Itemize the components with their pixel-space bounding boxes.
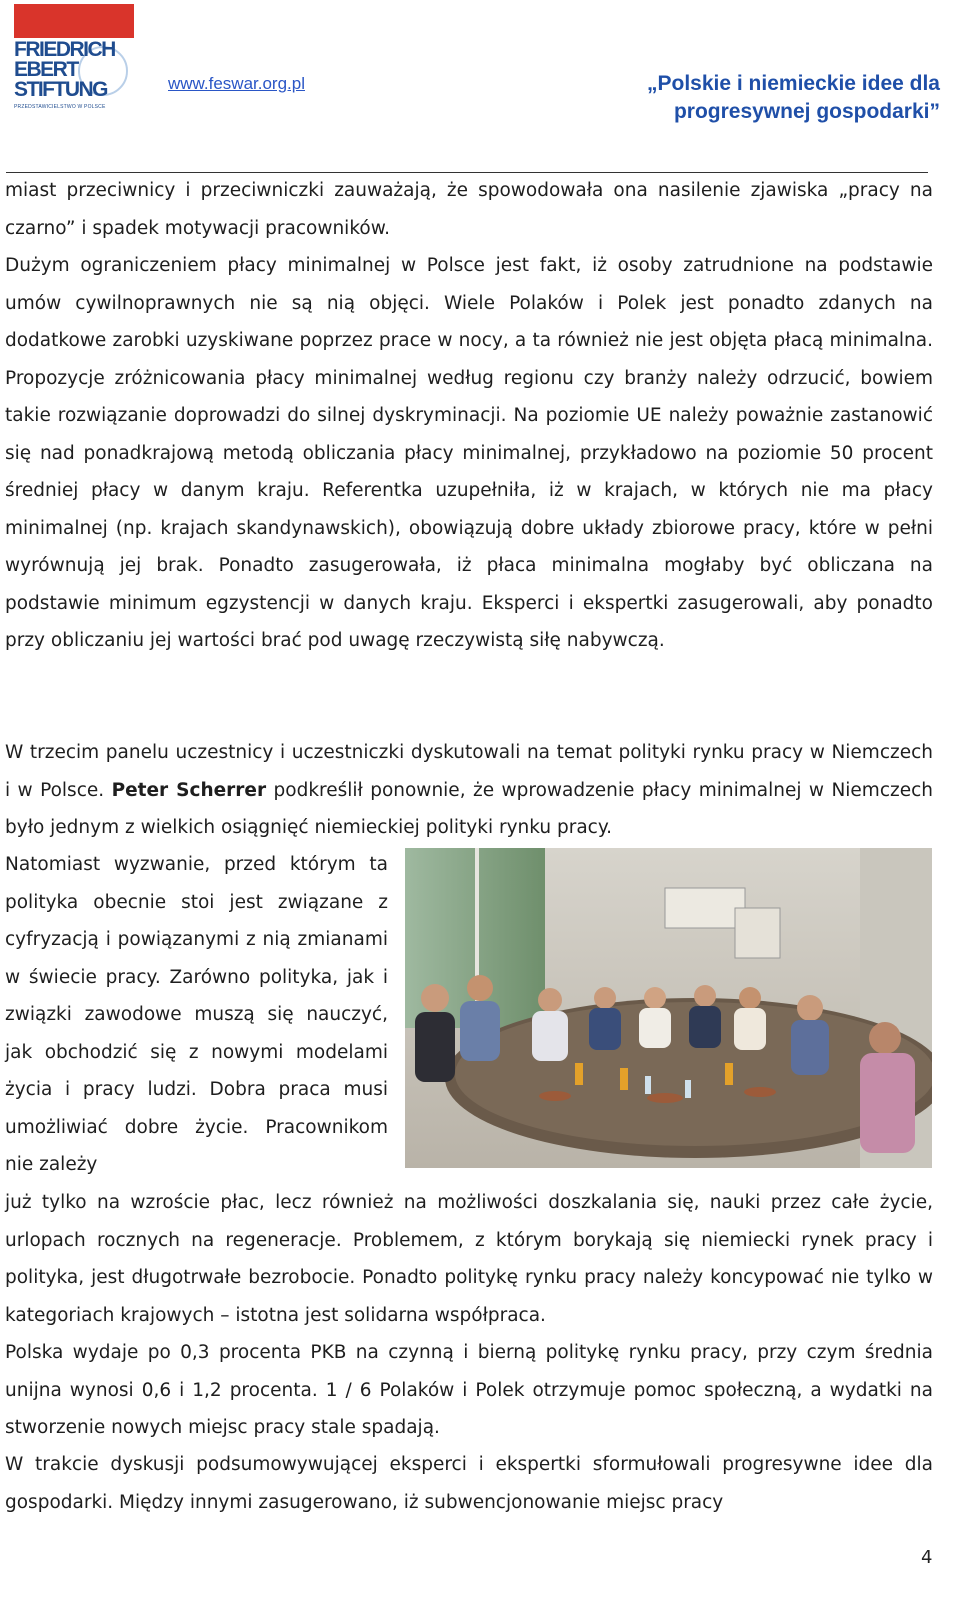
logo-line-2: EBERT — [14, 58, 78, 81]
paragraph-3-end: już tylko na wzroście płac, lecz również na możliwości doszkalania się, nauki przez całe życie, urlopach rocznych na regeneracje. Problemem, z którym borykają się niemiecki rynek pracy i polityka, jest długotrwałe bezrobocie. Ponadto politykę rynku pracy należy koncypować nie tylko w kategoriach krajowych – istotna jest solidarna współpraca. — [5, 1192, 933, 1326]
paragraph-3-intro — [5, 734, 933, 847]
logo-wordmark — [14, 40, 138, 100]
logo-line-1: FRIEDRICH — [14, 38, 115, 61]
paragraph-3-wrap: Natomiast wyzwanie, przed którym ta polityka obecnie stoi jest związane z cyfryzacją i powiązanymi z nią zmianami w świecie pracy. Zarówno polityka, jak i związki zawodowe muszą się nauczyć, jak obchodzić się z nowymi modelami życia i pracy ludzi. Dobra praca musi umożliwiać dobre życie. Pracownikom nie zależy — [5, 854, 388, 1175]
page-number: 4 — [921, 1547, 933, 1568]
speaker-name: Peter Scherrer — [111, 779, 267, 801]
paragraph-5: W trakcie dyskusji podsumowywującej eksperci i ekspertki sformułowali progresywne idee dla gospodarki. Między innymi zasugerowano, iż subwencjonowanie miejsc pracy — [5, 1454, 933, 1513]
paragraph-3-rest: podkreślił ponownie, że wprowadzenie płacy minimalnej w Niemczech było jednym z wielkich osiągnięć niemieckiej polityki rynku pracy. — [5, 779, 933, 838]
conference-photo — [405, 848, 932, 1168]
paragraph-4: Polska wydaje po 0,3 procenta PKB na czynną i bierną politykę rynku pracy, przy czym średnia unijna wynosi 0,6 i 1,2 procenta. 1 / 6 Polaków i Polek otrzymuje pomoc społeczną, a wydatki na stworzenie nowych miejsc pracy stale spadają. — [5, 1342, 933, 1438]
paragraph-3-start: W trzecim panelu uczestnicy i uczestniczki dyskutowali na temat polityki rynku pracy w Niemczech i w Polsce. — [5, 742, 933, 801]
fes-logo — [10, 4, 128, 112]
page-header — [0, 0, 960, 180]
website-link[interactable]: www.feswar.org.pl — [168, 74, 305, 93]
logo-line-3: STIFTUNG — [14, 78, 107, 101]
logo-subtitle: PRZEDSTAWICIELSTWO W POLSCE — [14, 104, 106, 110]
logo-red-bar — [14, 4, 134, 38]
paragraph-2: Dużym ograniczeniem płacy minimalnej w Polsce jest fakt, iż osoby zatrudnione na podstawie umów cywilnoprawnych nie są nią objęci. Wiele Polaków i Polek jest ponadto zdanych na dodatkowe zarobki uzyskiwane poprzez prace w nocy, a ta również nie jest objęta płacą minimalna. Propozycje zróżnicowania płacy minimalnej według regionu czy branży należy odrzucić, bowiem takie rozwiązanie doprowadzi do silnej dyskryminacji. Na poziomie UE należy poważnie zastanowić się nad ponadkrajową metodą obliczania płacy minimalnej, przykładowo na poziomie 50 procent średniej płacy w danym kraju. Referentka uzupełniła, iż w krajach, w których nie ma płacy minimalnej (np. krajach skandynawskich), obowiązują dobre układy zbiorowe pracy, które w pełni wyrównują jej brak. Ponadto zasugerowała, iż płaca minimalna mogłaby być obliczana na podstawie minimum egzystencji w danych kraju. Eksperci i ekspertki zasugerowali, aby ponadto przy obliczaniu jej wartości brać pod uwagę rzeczywistą siłę nabywczą. — [5, 255, 933, 651]
header-title: „Polskie i niemieckie idee dla progresywnej gospodarki” — [647, 72, 940, 123]
meeting-room-image — [405, 848, 932, 1168]
paragraph-1: miast przeciwnicy i przeciwniczki zauważają, że spowodowała ona nasilenie zjawiska „pracy na czarno” i spadek motywacji pracowników. — [5, 180, 933, 239]
